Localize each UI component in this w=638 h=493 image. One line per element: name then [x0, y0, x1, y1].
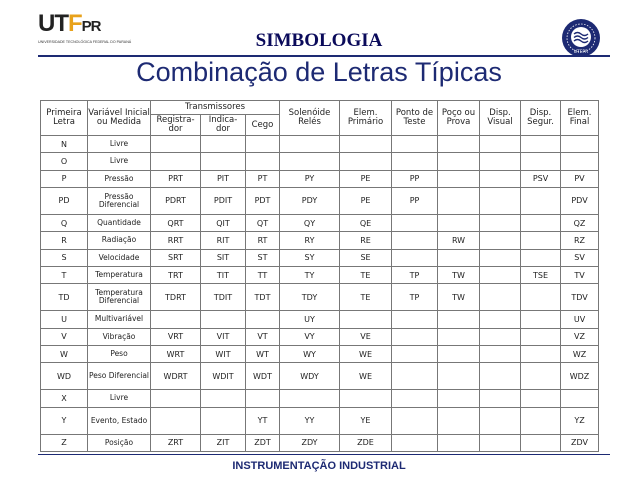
- symbol-cell: [392, 232, 438, 249]
- symbol-cell: [561, 390, 599, 407]
- symbol-cell: [392, 311, 438, 328]
- symbol-cell: [521, 311, 561, 328]
- symbol-cell: [392, 390, 438, 407]
- symbol-cell: [521, 363, 561, 390]
- symbol-cell: [438, 249, 480, 266]
- symbol-cell: [280, 153, 340, 170]
- symbol-cell: PE: [340, 187, 392, 214]
- variable-cell: Evento, Estado: [88, 407, 151, 434]
- header-disp-visual: Disp. Visual: [480, 101, 521, 136]
- symbol-cell: [521, 153, 561, 170]
- variable-cell: Livre: [88, 390, 151, 407]
- first-letter-cell: Z: [41, 434, 88, 451]
- table-body: [41, 136, 599, 452]
- symbol-cell: WRT: [151, 345, 201, 362]
- symbol-cell: SY: [280, 249, 340, 266]
- university-seal-icon: [561, 18, 601, 58]
- symbol-cell: [201, 311, 246, 328]
- symbol-cell: PE: [340, 170, 392, 187]
- symbol-cell: [480, 390, 521, 407]
- symbol-cell: RT: [246, 232, 280, 249]
- symbol-cell: [521, 136, 561, 153]
- first-letter-cell: U: [41, 311, 88, 328]
- table-row: [41, 153, 599, 170]
- symbol-cell: QIT: [201, 214, 246, 231]
- symbol-cell: ZDT: [246, 434, 280, 451]
- header-disp-segur: Disp. Segur.: [521, 101, 561, 136]
- first-letter-cell: Y: [41, 407, 88, 434]
- symbol-cell: [280, 136, 340, 153]
- symbol-cell: [151, 136, 201, 153]
- symbol-cell: ZDY: [280, 434, 340, 451]
- symbol-cell: [340, 136, 392, 153]
- symbol-cell: PIT: [201, 170, 246, 187]
- table-row: [41, 284, 599, 311]
- first-letter-cell: S: [41, 249, 88, 266]
- variable-cell: Pressão: [88, 170, 151, 187]
- symbol-cell: [521, 390, 561, 407]
- first-letter-cell: PD: [41, 187, 88, 214]
- symbol-cell: TIT: [201, 266, 246, 283]
- symbol-cell: [521, 284, 561, 311]
- symbol-cell: WT: [246, 345, 280, 362]
- symbol-cell: [480, 214, 521, 231]
- symbol-cell: PSV: [521, 170, 561, 187]
- symbol-cell: QY: [280, 214, 340, 231]
- logo-subtitle: UNIVERSIDADE TECNOLÓGICA FEDERAL DO PARANÁ: [38, 40, 132, 44]
- symbol-cell: [438, 434, 480, 451]
- table-row: [41, 407, 599, 434]
- table-row: [41, 170, 599, 187]
- header-ponto-teste: Ponto de Teste: [392, 101, 438, 136]
- symbol-cell: TT: [246, 266, 280, 283]
- symbol-cell: [438, 363, 480, 390]
- symbol-cell: TDT: [246, 284, 280, 311]
- symbol-cell: VIT: [201, 328, 246, 345]
- symbol-cell: YE: [340, 407, 392, 434]
- symbol-cell: RY: [280, 232, 340, 249]
- first-letter-cell: X: [41, 390, 88, 407]
- symbol-cell: TY: [280, 266, 340, 283]
- symbol-cell: TW: [438, 284, 480, 311]
- symbol-cell: [246, 136, 280, 153]
- symbol-cell: WDRT: [151, 363, 201, 390]
- symbol-cell: RRT: [151, 232, 201, 249]
- footer-title: INSTRUMENTAÇÃO INDUSTRIAL: [232, 460, 406, 472]
- symbol-cell: YZ: [561, 407, 599, 434]
- symbol-cell: RW: [438, 232, 480, 249]
- logo-text-ut: UT: [38, 10, 68, 37]
- variable-cell: Radiação: [88, 232, 151, 249]
- symbol-cell: [340, 390, 392, 407]
- variable-cell: Temperatura Diferencial: [88, 284, 151, 311]
- symbol-cell: [246, 153, 280, 170]
- symbol-cell: VRT: [151, 328, 201, 345]
- symbol-cell: TDIT: [201, 284, 246, 311]
- table-row: [41, 136, 599, 153]
- symbol-cell: [151, 311, 201, 328]
- header-primeira-letra: Primeira Letra: [41, 101, 88, 136]
- symbol-cell: [521, 434, 561, 451]
- symbol-cell: [438, 390, 480, 407]
- symbol-cell: VY: [280, 328, 340, 345]
- symbol-cell: PY: [280, 170, 340, 187]
- symbol-cell: WDIT: [201, 363, 246, 390]
- symbol-cell: VE: [340, 328, 392, 345]
- symbol-cell: [392, 363, 438, 390]
- symbol-cell: YY: [280, 407, 340, 434]
- header-registrador: Registra- dor: [151, 115, 201, 136]
- symbol-cell: VZ: [561, 328, 599, 345]
- symbol-cell: [521, 249, 561, 266]
- symbol-cell: [392, 153, 438, 170]
- symbol-cell: [480, 187, 521, 214]
- symbol-cell: TRT: [151, 266, 201, 283]
- symbol-cell: TDV: [561, 284, 599, 311]
- symbol-cell: ZRT: [151, 434, 201, 451]
- logo-text-f: F: [68, 10, 82, 37]
- symbol-cell: TE: [340, 284, 392, 311]
- header-solenoide: Solenóide Relés: [280, 101, 340, 136]
- symbol-cell: WY: [280, 345, 340, 362]
- header-poco: Poço ou Prova: [438, 101, 480, 136]
- variable-cell: Peso Diferencial: [88, 363, 151, 390]
- symbol-cell: [480, 407, 521, 434]
- first-letter-cell: WD: [41, 363, 88, 390]
- symbol-cell: [201, 407, 246, 434]
- symbol-cell: [392, 214, 438, 231]
- symbol-cell: [438, 136, 480, 153]
- symbol-cell: [392, 328, 438, 345]
- header-elem-primario: Elem. Primário: [340, 101, 392, 136]
- symbol-cell: [392, 345, 438, 362]
- table-row: [41, 328, 599, 345]
- symbol-cell: VT: [246, 328, 280, 345]
- symbol-cell: [480, 284, 521, 311]
- symbol-cell: [340, 153, 392, 170]
- symbol-cell: [201, 153, 246, 170]
- symbol-cell: PDRT: [151, 187, 201, 214]
- header-elem-final: Elem. Final: [561, 101, 599, 136]
- symbol-cell: QE: [340, 214, 392, 231]
- first-letter-cell: R: [41, 232, 88, 249]
- symbol-cell: WIT: [201, 345, 246, 362]
- variable-cell: Pressão Diferencial: [88, 187, 151, 214]
- symbol-cell: [438, 328, 480, 345]
- symbol-cell: [480, 232, 521, 249]
- symbol-cell: PDY: [280, 187, 340, 214]
- table-row: [41, 232, 599, 249]
- symbol-cell: WDZ: [561, 363, 599, 390]
- variable-cell: Temperatura: [88, 266, 151, 283]
- symbol-cell: [201, 136, 246, 153]
- symbol-cell: [480, 345, 521, 362]
- variable-cell: Peso: [88, 345, 151, 362]
- symbol-cell: ZDE: [340, 434, 392, 451]
- first-letter-cell: P: [41, 170, 88, 187]
- table-row: [41, 434, 599, 451]
- symbol-cell: [521, 214, 561, 231]
- symbol-cell: [392, 249, 438, 266]
- variable-cell: Livre: [88, 153, 151, 170]
- symbol-cell: PP: [392, 187, 438, 214]
- symbol-cell: [521, 232, 561, 249]
- symbol-cell: TV: [561, 266, 599, 283]
- logo-text-pr: PR: [81, 18, 101, 35]
- symbol-cell: [521, 345, 561, 362]
- symbol-cell: SV: [561, 249, 599, 266]
- symbol-cell: PDT: [246, 187, 280, 214]
- symbol-cell: [280, 390, 340, 407]
- symbol-cell: QZ: [561, 214, 599, 231]
- symbol-cell: SIT: [201, 249, 246, 266]
- first-letter-cell: V: [41, 328, 88, 345]
- symbol-cell: [480, 434, 521, 451]
- letter-combinations-table: [40, 100, 599, 452]
- table-row: [41, 363, 599, 390]
- symbol-cell: RZ: [561, 232, 599, 249]
- first-letter-cell: Q: [41, 214, 88, 231]
- variable-cell: Vibração: [88, 328, 151, 345]
- symbol-cell: WE: [340, 345, 392, 362]
- symbol-cell: SRT: [151, 249, 201, 266]
- table-row: [41, 214, 599, 231]
- table-row: [41, 187, 599, 214]
- table-row: [41, 249, 599, 266]
- symbol-cell: WDT: [246, 363, 280, 390]
- header-variavel: Variável Inicial ou Medida: [88, 101, 151, 136]
- symbol-cell: [480, 249, 521, 266]
- symbol-cell: PDIT: [201, 187, 246, 214]
- symbol-cell: UY: [280, 311, 340, 328]
- symbol-cell: PDV: [561, 187, 599, 214]
- symbol-cell: [438, 345, 480, 362]
- symbol-cell: [480, 363, 521, 390]
- table-row: [41, 390, 599, 407]
- symbol-cell: TP: [392, 284, 438, 311]
- seal-label: UTFPR: [573, 50, 589, 55]
- symbol-cell: WDY: [280, 363, 340, 390]
- table-row: [41, 311, 599, 328]
- symbol-cell: [480, 266, 521, 283]
- symbol-cell: PP: [392, 170, 438, 187]
- symbol-cell: ZIT: [201, 434, 246, 451]
- symbol-cell: [392, 136, 438, 153]
- symbol-cell: [151, 407, 201, 434]
- symbol-cell: TE: [340, 266, 392, 283]
- symbol-cell: [151, 153, 201, 170]
- symbol-cell: [151, 390, 201, 407]
- header-indicador: Indica- dor: [201, 115, 246, 136]
- symbol-cell: [480, 136, 521, 153]
- symbol-cell: TDY: [280, 284, 340, 311]
- symbol-cell: [480, 170, 521, 187]
- symbol-cell: [438, 153, 480, 170]
- symbol-cell: [521, 407, 561, 434]
- symbol-cell: [246, 390, 280, 407]
- symbol-cell: QT: [246, 214, 280, 231]
- symbol-cell: QRT: [151, 214, 201, 231]
- symbol-cell: [246, 311, 280, 328]
- symbol-cell: [480, 311, 521, 328]
- symbol-cell: [480, 153, 521, 170]
- symbol-cell: [392, 407, 438, 434]
- variable-cell: Multivariável: [88, 311, 151, 328]
- symbol-cell: [438, 407, 480, 434]
- first-letter-cell: O: [41, 153, 88, 170]
- table-row: [41, 345, 599, 362]
- first-letter-cell: TD: [41, 284, 88, 311]
- symbol-cell: YT: [246, 407, 280, 434]
- symbol-cell: [521, 187, 561, 214]
- symbol-cell: [561, 136, 599, 153]
- symbol-cell: [438, 170, 480, 187]
- header-transmissores: Transmissores: [151, 101, 280, 115]
- variable-cell: Posição: [88, 434, 151, 451]
- symbol-cell: UV: [561, 311, 599, 328]
- symbol-cell: [480, 328, 521, 345]
- slide-title: SIMBOLOGIA: [255, 30, 383, 51]
- symbol-cell: PV: [561, 170, 599, 187]
- symbol-cell: [438, 187, 480, 214]
- symbol-cell: [201, 390, 246, 407]
- symbol-cell: WE: [340, 363, 392, 390]
- symbol-cell: TP: [392, 266, 438, 283]
- first-letter-cell: T: [41, 266, 88, 283]
- symbol-cell: RE: [340, 232, 392, 249]
- symbol-cell: TSE: [521, 266, 561, 283]
- header-cego: Cego: [246, 115, 280, 136]
- symbol-cell: WZ: [561, 345, 599, 362]
- page-heading: Combinação de Letras Típicas: [136, 57, 502, 87]
- symbol-cell: PRT: [151, 170, 201, 187]
- symbol-cell: SE: [340, 249, 392, 266]
- symbol-cell: ZDV: [561, 434, 599, 451]
- symbol-cell: TDRT: [151, 284, 201, 311]
- symbol-cell: [438, 311, 480, 328]
- symbol-cell: [561, 153, 599, 170]
- variable-cell: Livre: [88, 136, 151, 153]
- first-letter-cell: N: [41, 136, 88, 153]
- table-row: [41, 266, 599, 283]
- symbol-cell: [392, 434, 438, 451]
- variable-cell: Quantidade: [88, 214, 151, 231]
- variable-cell: Velocidade: [88, 249, 151, 266]
- symbol-cell: [521, 328, 561, 345]
- symbol-cell: PT: [246, 170, 280, 187]
- symbol-cell: ST: [246, 249, 280, 266]
- symbol-cell: [438, 214, 480, 231]
- symbol-cell: [340, 311, 392, 328]
- bottom-divider: [38, 454, 610, 455]
- symbol-cell: RIT: [201, 232, 246, 249]
- first-letter-cell: W: [41, 345, 88, 362]
- symbol-cell: TW: [438, 266, 480, 283]
